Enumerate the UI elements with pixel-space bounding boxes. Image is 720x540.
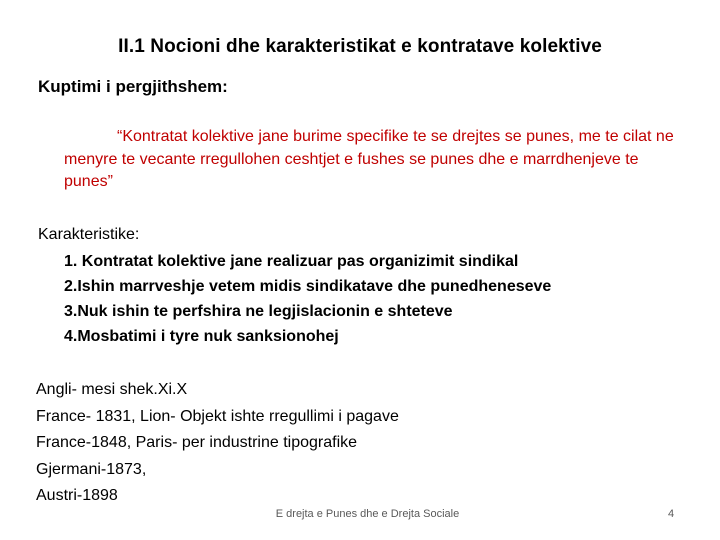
slide-subtitle: Kuptimi i pergjithshem: xyxy=(38,77,228,96)
history-item: France- 1831, Lion- Objekt ishte rregullimi i pagave xyxy=(36,407,399,425)
history-item: France-1848, Paris- per industrine tipografike xyxy=(36,434,358,451)
history-item: Angli- mesi shek.Xi.X xyxy=(36,381,188,398)
characteristic-item: 2.Ishin marrveshje vetem midis sindikatave dhe punedheneseve xyxy=(64,278,552,295)
characteristic-item: 1. Kontratat kolektive jane realizuar pas organizimit sindikal xyxy=(64,253,519,270)
page-number: 4 xyxy=(668,508,675,520)
slide-footer: E drejta e Punes dhe e Drejta Sociale xyxy=(275,508,460,520)
characteristics-heading: Karakteristike: xyxy=(38,226,140,243)
characteristic-item: 3.Nuk ishin te perfshira ne legjislacionin e shteteve xyxy=(64,303,453,320)
characteristics-list xyxy=(64,249,551,349)
history-item: Gjermani-1873, xyxy=(36,460,147,478)
history-item: Austri-1898 xyxy=(36,487,118,504)
characteristic-item: 4.Mosbatimi i tyre nuk sanksionohej xyxy=(64,328,339,345)
definition-quote: “Kontratat kolektive jane burime specifike te se drejtes se punes, me te cilat ne menyre te vecante rregullohen ceshtjet e fushes se punes dhe e marrdhenjeve te punes” xyxy=(64,128,674,190)
history-list xyxy=(36,377,399,510)
slide-title: II.1 Nocioni dhe karakteristikat e kontratave kolektive xyxy=(118,36,602,57)
